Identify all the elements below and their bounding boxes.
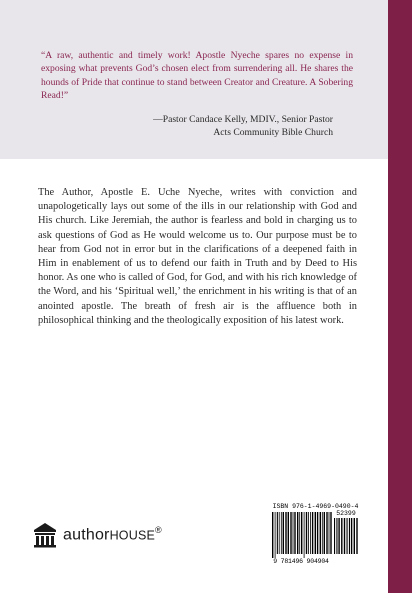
accent-stripe [388,0,412,593]
isbn-barcode [270,502,361,568]
addon-number: 52399 [336,510,356,517]
isbn-label: ISBN 976-1-4969-0490-4 [272,503,359,510]
endorsement-attribution [73,113,333,140]
endorsement-quote: “A raw, authentic and timely work! Apostle Nyeche spares no expense in exposing what prevents God’s chosen elect from surrendering all. He shares the hounds of Pride that continue to stand between Creator and Creature. A Sobering Read!” [41,50,353,102]
publisher-logo [33,521,162,549]
authorhouse-building-icon [33,522,57,548]
addon-barcode-icon [334,518,359,558]
attribution-name: —Pastor Candace Kelly, MDIV., Senior Pastor [153,114,333,125]
attribution-church: Acts Community Bible Church [213,127,333,139]
endorsement-box [0,0,388,159]
ean-number: 9 781496 904904 [273,558,329,565]
publisher-name: authorHOUSE® [63,525,162,544]
book-description: The Author, Apostle E. Uche Nyeche, writes with conviction and unapologetically lays out some of the ills in our relationship with God and His church. Like Jeremiah, the author is fearless and bold in charging us to ask questions of God as He would welcome us to. Our purpose must be to hear from God not in error but in the clarifications of a deepened faith in Him in enablement of us to defend our faith in Truth and by Deed to His honor. As one who is called of God, for God, and with his rich knowledge of the Word, and his ‘Spiritual well,’ the enrichment in his writing is that of an anointed apostle. The breath of fresh air is the affluence both in philosophical thinking and the theologically exposition of his latest work. [38,187,357,326]
barcode-icon [272,512,332,558]
